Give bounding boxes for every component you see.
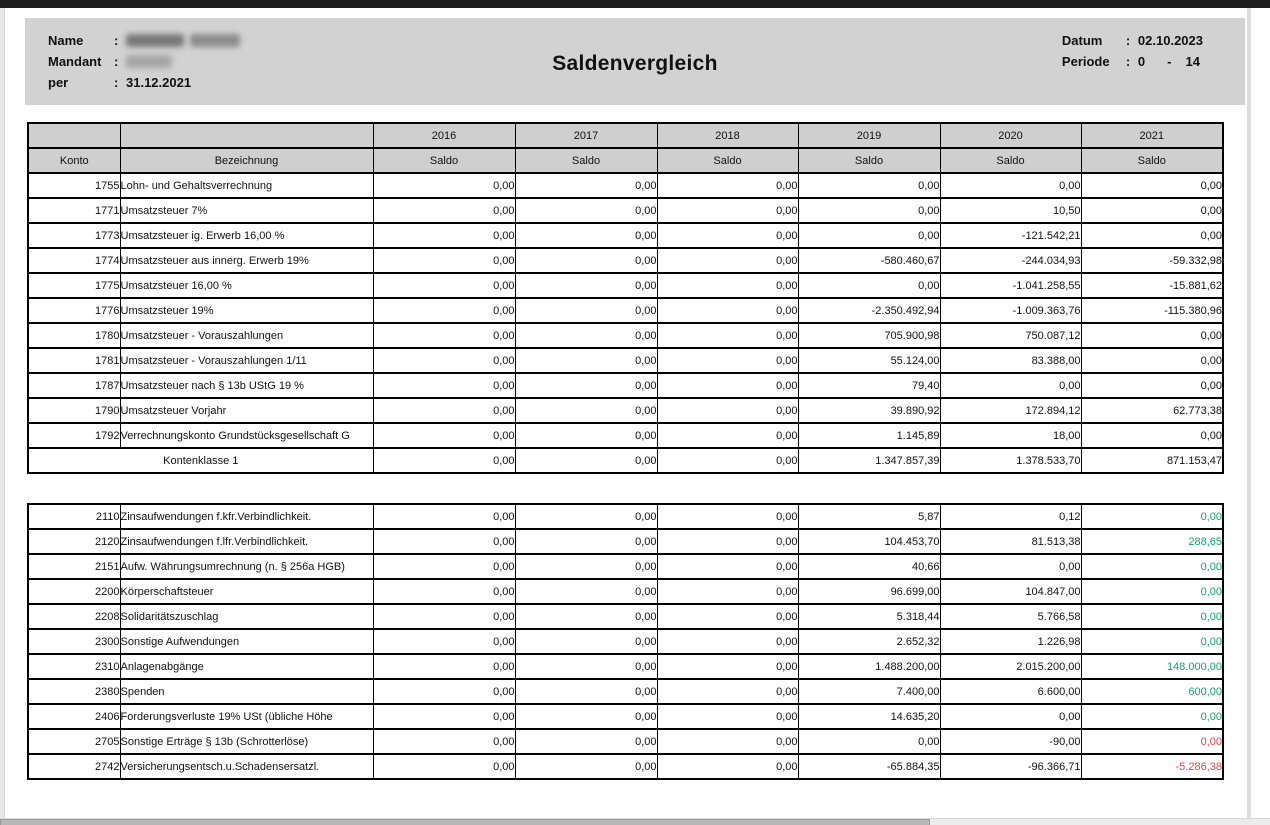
bezeichnung-cell: Umsatzsteuer aus innerg. Erwerb 19% [120, 248, 373, 273]
name-value-redacted [126, 34, 184, 47]
konto-cell: 1790 [28, 398, 120, 423]
year-header: 2020 [940, 123, 1081, 148]
saldo-value-cell: 0,00 [373, 273, 515, 298]
saldo-value-cell: 7.400,00 [798, 679, 940, 704]
saldo-value-cell: 5.766,58 [940, 604, 1081, 629]
konto-cell: 2310 [28, 654, 120, 679]
saldo-value-cell: 0,12 [940, 504, 1081, 529]
bezeichnung-cell: Spenden [120, 679, 373, 704]
bezeichnung-cell: Umsatzsteuer - Vorauszahlungen 1/11 [120, 348, 373, 373]
saldo-value-cell: 10,50 [940, 198, 1081, 223]
account-row [28, 504, 1223, 529]
saldo-value-cell: -115.380,96 [1081, 298, 1223, 323]
report-header-band [25, 18, 1245, 105]
saldo-value-cell: 0,00 [1081, 198, 1223, 223]
bezeichnung-cell: Versicherungsentsch.u.Schadensersatzl. [120, 754, 373, 779]
saldo-value-cell: 6.600,00 [940, 679, 1081, 704]
saldo-value-cell: -65.884,35 [798, 754, 940, 779]
saldo-value-cell: 148.000,00 [1081, 654, 1223, 679]
year-header: 2019 [798, 123, 940, 148]
saldo-value-cell: 0,00 [657, 679, 798, 704]
saldo-value-cell: 705.900,98 [798, 323, 940, 348]
saldo-value-cell: 0,00 [515, 198, 657, 223]
page-title: Saldenvergleich [552, 52, 718, 75]
bezeichnung-cell: Umsatzsteuer nach § 13b UStG 19 % [120, 373, 373, 398]
saldo-value-cell: 0,00 [1081, 629, 1223, 654]
summary-value-cell: 871.153,47 [1081, 448, 1223, 473]
saldo-value-cell: 0,00 [515, 504, 657, 529]
saldo-value-cell: -5.286,38 [1081, 754, 1223, 779]
saldo-value-cell: 62.773,38 [1081, 398, 1223, 423]
colon: : [114, 75, 119, 90]
account-row [28, 554, 1223, 579]
konto-cell: 1792 [28, 423, 120, 448]
saldo-value-cell: 0,00 [373, 654, 515, 679]
name-row [48, 30, 240, 51]
saldo-value-cell: 0,00 [515, 704, 657, 729]
account-row [28, 529, 1223, 554]
per-label: per [48, 75, 69, 90]
saldo-value-cell: 0,00 [798, 198, 940, 223]
saldo-value-cell: 0,00 [657, 273, 798, 298]
saldo-column-header: Saldo [657, 148, 798, 173]
saldo-value-cell: 0,00 [515, 729, 657, 754]
saldo-value-cell: 0,00 [515, 604, 657, 629]
saldo-value-cell: 0,00 [657, 373, 798, 398]
saldo-value-cell: 0,00 [515, 579, 657, 604]
saldo-value-cell: 0,00 [515, 223, 657, 248]
saldo-value-cell: 172.894,12 [940, 398, 1081, 423]
saldo-value-cell: 0,00 [657, 248, 798, 273]
bezeichnung-cell: Zinsaufwendungen f.kfr.Verbindlichkeit. [120, 504, 373, 529]
konto-cell: 1773 [28, 223, 120, 248]
saldo-value-cell: 0,00 [940, 173, 1081, 198]
saldo-value-cell: 0,00 [515, 348, 657, 373]
saldo-value-cell: 104.847,00 [940, 579, 1081, 604]
saldo-value-cell: -59.332,98 [1081, 248, 1223, 273]
saldo-value-cell: 0,00 [657, 604, 798, 629]
bezeichnung-cell: Forderungsverluste 19% USt (übliche Höhe [120, 704, 373, 729]
saldo-value-cell: 0,00 [373, 529, 515, 554]
saldo-value-cell: -90,00 [940, 729, 1081, 754]
account-row [28, 754, 1223, 779]
saldo-value-cell: 81.513,38 [940, 529, 1081, 554]
bezeichnung-cell: Umsatzsteuer 19% [120, 298, 373, 323]
saldo-value-cell: 0,00 [940, 554, 1081, 579]
saldo-value-cell: 0,00 [373, 504, 515, 529]
saldo-value-cell: 18,00 [940, 423, 1081, 448]
saldo-value-cell: 0,00 [373, 704, 515, 729]
konto-cell: 2705 [28, 729, 120, 754]
colon: : [114, 33, 119, 48]
account-row [28, 223, 1223, 248]
datum-value: 02.10.2023 [1137, 32, 1203, 48]
saldo-column-header: Saldo [940, 148, 1081, 173]
periode-from: 0 [1137, 53, 1146, 69]
saldo-value-cell: 600,00 [1081, 679, 1223, 704]
year-header-row [28, 123, 1223, 148]
horizontal-scrollbar[interactable] [0, 818, 1270, 825]
saldo-column-header: Saldo [515, 148, 657, 173]
bezeichnung-cell: Solidaritätszuschlag [120, 604, 373, 629]
saldo-value-cell: -96.366,71 [940, 754, 1081, 779]
saldo-value-cell: 83.388,00 [940, 348, 1081, 373]
summary-label-cell: Kontenklasse 1 [28, 448, 373, 473]
saldo-value-cell: -1.009.363,76 [940, 298, 1081, 323]
account-row [28, 348, 1223, 373]
konto-cell: 2406 [28, 704, 120, 729]
saldo-value-cell: 0,00 [373, 248, 515, 273]
balance-table-kontenklasse-2 [27, 503, 1224, 780]
saldo-value-cell: 1.488.200,00 [798, 654, 940, 679]
account-row [28, 273, 1223, 298]
saldo-value-cell: 0,00 [657, 654, 798, 679]
account-row [28, 629, 1223, 654]
account-row [28, 729, 1223, 754]
bezeichnung-cell: Sonstige Aufwendungen [120, 629, 373, 654]
window-top-bar [0, 0, 1270, 8]
saldo-value-cell: 0,00 [657, 223, 798, 248]
saldo-value-cell: 0,00 [515, 173, 657, 198]
konto-cell: 2208 [28, 604, 120, 629]
saldo-value-cell: 0,00 [515, 323, 657, 348]
konto-cell: 2380 [28, 679, 120, 704]
saldo-value-cell: 0,00 [657, 298, 798, 323]
saldo-value-cell: 5.318,44 [798, 604, 940, 629]
saldo-value-cell: 0,00 [373, 629, 515, 654]
account-row [28, 604, 1223, 629]
saldo-value-cell: 0,00 [798, 173, 940, 198]
saldo-value-cell: 5,87 [798, 504, 940, 529]
colon: : [114, 54, 119, 69]
bezeichnung-cell: Anlagenabgänge [120, 654, 373, 679]
table2-body [28, 504, 1223, 779]
saldo-value-cell: 0,00 [940, 704, 1081, 729]
summary-value-cell: 1.347.857,39 [798, 448, 940, 473]
konto-cell: 2151 [28, 554, 120, 579]
saldo-value-cell: 750.087,12 [940, 323, 1081, 348]
bezeichnung-cell: Umsatzsteuer ig. Erwerb 16,00 % [120, 223, 373, 248]
summary-row [28, 448, 1223, 473]
saldo-value-cell: 96.699,00 [798, 579, 940, 604]
bezeichnung-cell: Verrechnungskonto Grundstücksgesellschaft G [120, 423, 373, 448]
account-row [28, 579, 1223, 604]
saldo-value-cell: 0,00 [515, 679, 657, 704]
colon: : [1125, 53, 1131, 69]
summary-value-cell: 0,00 [515, 448, 657, 473]
saldo-column-header: Saldo [798, 148, 940, 173]
periode-label: Periode [1061, 53, 1110, 69]
saldo-value-cell: 0,00 [1081, 173, 1223, 198]
saldo-value-cell: 1.226,98 [940, 629, 1081, 654]
page-right-edge [1247, 8, 1251, 818]
saldo-value-cell: 0,00 [373, 173, 515, 198]
account-row [28, 654, 1223, 679]
saldo-value-cell: 0,00 [1081, 579, 1223, 604]
saldo-value-cell: 0,00 [373, 754, 515, 779]
saldo-value-cell: 0,00 [373, 373, 515, 398]
saldo-value-cell: 0,00 [373, 729, 515, 754]
saldo-value-cell: 0,00 [515, 654, 657, 679]
left-edge-strip [0, 8, 5, 825]
saldo-value-cell: 0,00 [515, 554, 657, 579]
saldo-value-cell: 79,40 [798, 373, 940, 398]
name-label: Name [48, 33, 84, 48]
bezeichnung-cell: Zinsaufwendungen f.lfr.Verbindlichkeit. [120, 529, 373, 554]
saldo-value-cell: 0,00 [515, 529, 657, 554]
saldo-value-cell: -244.034,93 [940, 248, 1081, 273]
saldo-value-cell: 2.652,32 [798, 629, 940, 654]
balance-table-kontenklasse-1 [27, 122, 1224, 474]
saldo-value-cell: 0,00 [1081, 223, 1223, 248]
saldo-value-cell: 0,00 [515, 298, 657, 323]
account-row [28, 198, 1223, 223]
saldo-value-cell: 288,65 [1081, 529, 1223, 554]
saldo-value-cell: 0,00 [657, 754, 798, 779]
saldo-value-cell: -15.881,62 [1081, 273, 1223, 298]
saldo-value-cell: 0,00 [373, 579, 515, 604]
account-row [28, 248, 1223, 273]
saldo-value-cell: 0,00 [1081, 704, 1223, 729]
saldo-value-cell: 0,00 [657, 504, 798, 529]
column-header-row [28, 148, 1223, 173]
saldo-value-cell: 0,00 [373, 198, 515, 223]
colon: : [1125, 32, 1131, 48]
account-row [28, 704, 1223, 729]
year-header: 2018 [657, 123, 798, 148]
bezeichnung-cell: Körperschaftsteuer [120, 579, 373, 604]
summary-value-cell: 1.378.533,70 [940, 448, 1081, 473]
bezeichnung-cell: Lohn- und Gehaltsverrechnung [120, 173, 373, 198]
per-value: 31.12.2021 [126, 75, 192, 90]
saldo-value-cell: 0,00 [657, 323, 798, 348]
konto-cell: 1776 [28, 298, 120, 323]
datum-row [1062, 30, 1203, 51]
saldo-value-cell: 0,00 [1081, 604, 1223, 629]
saldo-value-cell: 0,00 [657, 173, 798, 198]
blank-header-cell [28, 123, 120, 148]
blank-header-cell [120, 123, 373, 148]
saldo-value-cell: 0,00 [657, 423, 798, 448]
summary-value-cell: 0,00 [657, 448, 798, 473]
saldo-value-cell: 1.145,89 [798, 423, 940, 448]
saldo-value-cell: 0,00 [657, 398, 798, 423]
konto-column-header: Konto [28, 148, 120, 173]
year-header: 2017 [515, 123, 657, 148]
saldo-value-cell: -580.460,67 [798, 248, 940, 273]
saldo-value-cell: 0,00 [1081, 373, 1223, 398]
konto-cell: 2300 [28, 629, 120, 654]
saldo-value-cell: 0,00 [657, 554, 798, 579]
konto-cell: 1787 [28, 373, 120, 398]
account-row [28, 423, 1223, 448]
summary-value-cell: 0,00 [373, 448, 515, 473]
saldo-value-cell: 55.124,00 [798, 348, 940, 373]
mandant-label: Mandant [48, 54, 102, 69]
bezeichnung-cell: Sonstige Erträge § 13b (Schrotterlöse) [120, 729, 373, 754]
saldo-value-cell: 0,00 [798, 223, 940, 248]
bezeichnung-cell: Umsatzsteuer - Vorauszahlungen [120, 323, 373, 348]
datum-label: Datum [1061, 32, 1103, 48]
bezeichnung-cell: Umsatzsteuer 7% [120, 198, 373, 223]
saldo-value-cell: 0,00 [1081, 423, 1223, 448]
saldo-value-cell: 0,00 [657, 629, 798, 654]
saldo-value-cell: 104.453,70 [798, 529, 940, 554]
saldo-value-cell: 0,00 [515, 398, 657, 423]
saldo-value-cell: 0,00 [798, 729, 940, 754]
saldo-value-cell: 0,00 [515, 423, 657, 448]
saldo-value-cell: 0,00 [798, 273, 940, 298]
saldo-value-cell: 0,00 [373, 298, 515, 323]
periode-row [1062, 51, 1203, 72]
account-row [28, 679, 1223, 704]
saldo-value-cell: 0,00 [373, 423, 515, 448]
saldo-value-cell: 0,00 [657, 704, 798, 729]
name-value-redacted [190, 34, 240, 47]
saldo-value-cell: 0,00 [515, 629, 657, 654]
year-header: 2016 [373, 123, 515, 148]
saldo-value-cell: 0,00 [940, 373, 1081, 398]
account-row [28, 398, 1223, 423]
konto-cell: 2120 [28, 529, 120, 554]
saldo-value-cell: 0,00 [373, 223, 515, 248]
saldo-value-cell: -2.350.492,94 [798, 298, 940, 323]
year-header: 2021 [1081, 123, 1223, 148]
konto-cell: 2742 [28, 754, 120, 779]
saldo-value-cell: -121.542,21 [940, 223, 1081, 248]
konto-cell: 1781 [28, 348, 120, 373]
bezeichnung-column-header: Bezeichnung [120, 148, 373, 173]
report-meta-right [1062, 30, 1203, 72]
bezeichnung-cell: Umsatzsteuer Vorjahr [120, 398, 373, 423]
horizontal-scrollbar-thumb[interactable] [0, 819, 930, 825]
saldo-value-cell: 0,00 [657, 529, 798, 554]
saldo-value-cell: -1.041.258,55 [940, 273, 1081, 298]
saldo-value-cell: 0,00 [373, 398, 515, 423]
saldo-value-cell: 0,00 [515, 273, 657, 298]
saldo-value-cell: 0,00 [373, 679, 515, 704]
saldo-value-cell: 39.890,92 [798, 398, 940, 423]
account-row [28, 173, 1223, 198]
account-row [28, 298, 1223, 323]
saldo-value-cell: 0,00 [657, 348, 798, 373]
saldo-value-cell: 0,00 [515, 754, 657, 779]
konto-cell: 1771 [28, 198, 120, 223]
saldo-value-cell: 0,00 [373, 323, 515, 348]
table1-body [28, 173, 1223, 473]
saldo-value-cell: 0,00 [373, 604, 515, 629]
account-row [28, 373, 1223, 398]
konto-cell: 1775 [28, 273, 120, 298]
saldo-value-cell: 40,66 [798, 554, 940, 579]
konto-cell: 2110 [28, 504, 120, 529]
account-row [28, 323, 1223, 348]
konto-cell: 2200 [28, 579, 120, 604]
konto-cell: 1774 [28, 248, 120, 273]
bezeichnung-cell: Umsatzsteuer 16,00 % [120, 273, 373, 298]
periode-to: 14 [1185, 53, 1200, 69]
saldo-value-cell: 0,00 [373, 554, 515, 579]
saldo-value-cell: 0,00 [657, 579, 798, 604]
saldo-column-header: Saldo [373, 148, 515, 173]
bezeichnung-cell: Aufw. Währungsumrechnung (n. § 256a HGB) [120, 554, 373, 579]
saldo-value-cell: 0,00 [515, 373, 657, 398]
saldo-value-cell: 0,00 [373, 348, 515, 373]
saldo-value-cell: 0,00 [1081, 729, 1223, 754]
saldo-column-header: Saldo [1081, 148, 1223, 173]
saldo-value-cell: 0,00 [657, 729, 798, 754]
saldo-value-cell: 0,00 [1081, 323, 1223, 348]
saldo-value-cell: 0,00 [515, 248, 657, 273]
saldo-value-cell: 0,00 [657, 198, 798, 223]
saldo-value-cell: 14.635,20 [798, 704, 940, 729]
periode-separator: - [1167, 53, 1172, 69]
konto-cell: 1780 [28, 323, 120, 348]
saldo-value-cell: 0,00 [1081, 348, 1223, 373]
saldo-value-cell: 2.015.200,00 [940, 654, 1081, 679]
saldo-value-cell: 0,00 [1081, 554, 1223, 579]
saldo-value-cell: 0,00 [1081, 504, 1223, 529]
konto-cell: 1755 [28, 173, 120, 198]
